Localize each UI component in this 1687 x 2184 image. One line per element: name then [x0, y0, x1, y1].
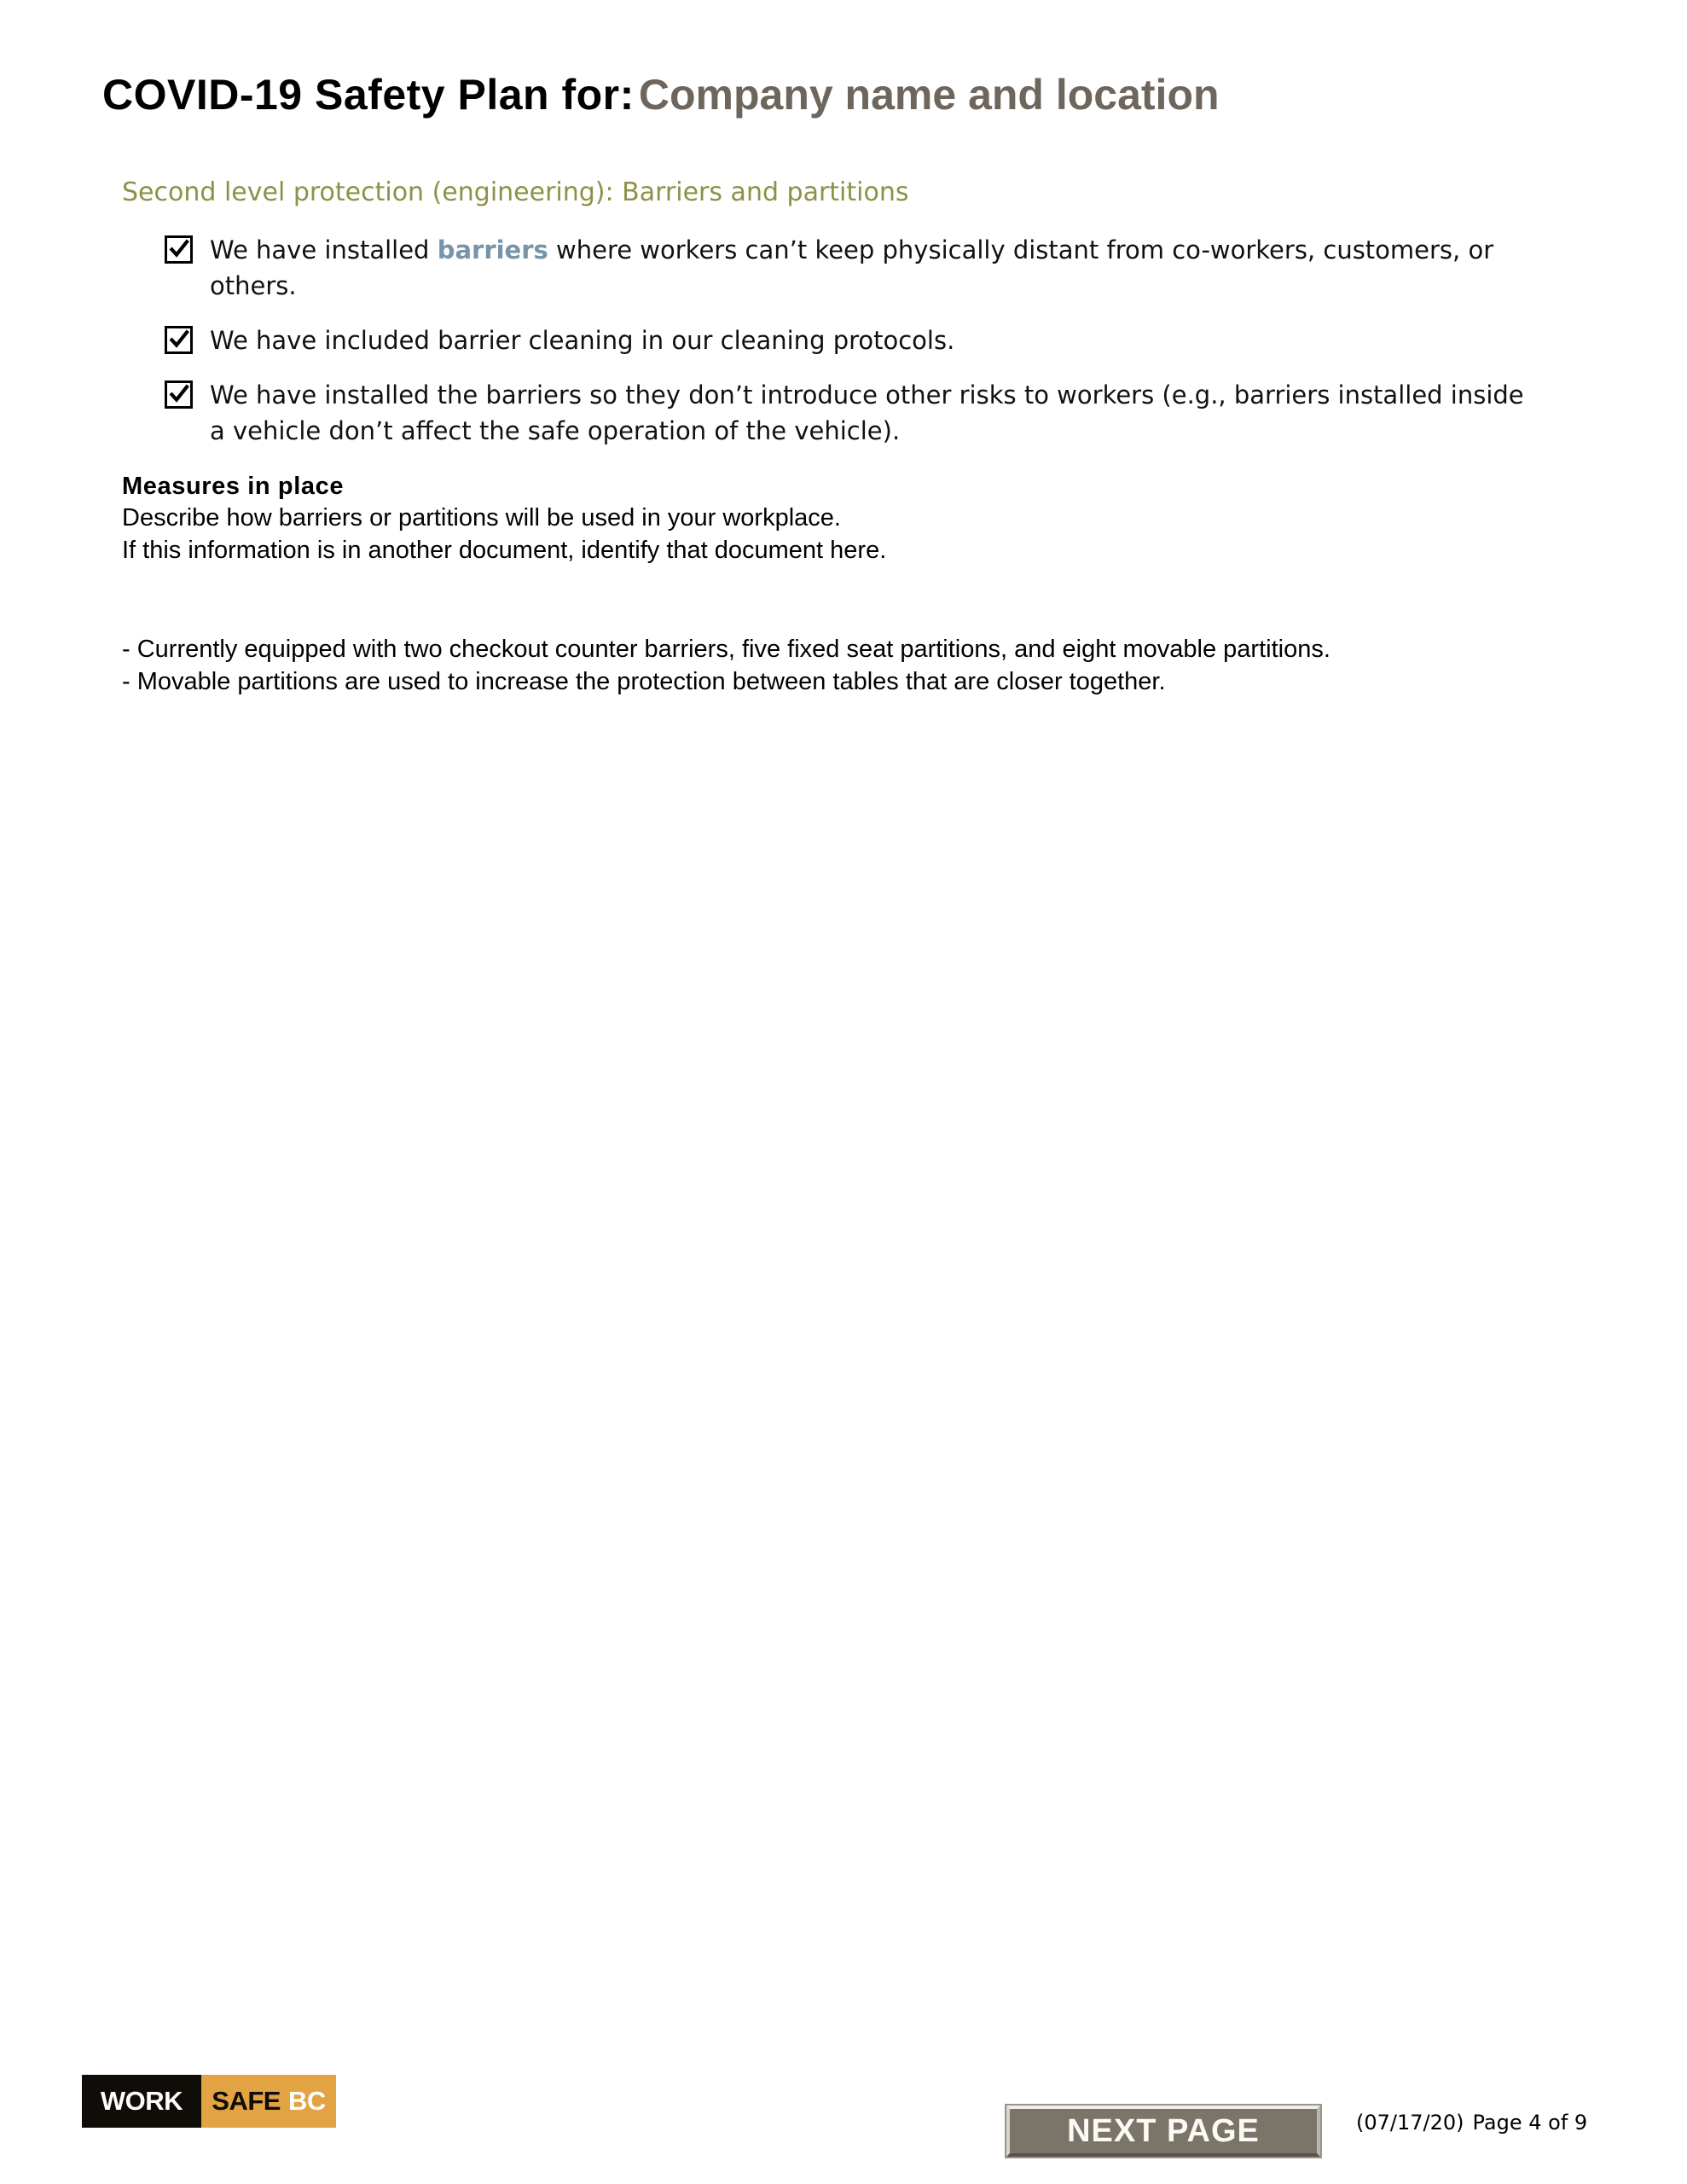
checklist-item-text-before: We have included barrier cleaning in our cleaning protocols. [210, 326, 955, 355]
measures-in-place-section [122, 471, 1572, 566]
logo-word-work: WORK [82, 2075, 201, 2128]
checklist-item[interactable] [165, 322, 1546, 358]
measures-answer-field[interactable] [122, 633, 1589, 698]
revision-date: (07/17/20) [1356, 2111, 1464, 2135]
page-number: Page 4 of 9 [1472, 2111, 1588, 2135]
checklist-item[interactable] [165, 377, 1546, 449]
page-title-prefix: COVID-19 Safety Plan for: [102, 71, 635, 119]
barriers-link[interactable]: barriers [437, 235, 548, 264]
page-footer-meta [1356, 2111, 1587, 2135]
measures-answer-line-1: - Currently equipped with two checkout counter barriers, five fixed seat partitions, and eight movable partitions. [122, 636, 1330, 663]
measures-heading: Measures in place [122, 473, 345, 500]
measures-instruction-line-1: Describe how barriers or partitions will be used in your workplace. [122, 504, 841, 531]
checklist-item-text-before: We have installed the barriers so they don’t introduce other risks to workers (e.g., barriers installed inside a vehicle don’t affect the safe operation of the vehicle). [210, 380, 1524, 445]
measures-instruction-line-2: If this information is in another document, identify that document here. [122, 537, 887, 564]
page-title-company-placeholder: Company name and location [638, 71, 1220, 119]
checked-checkbox-icon[interactable] [165, 326, 193, 354]
page-title [102, 70, 1220, 119]
measures-answer-line-2: - Movable partitions are used to increase the protection between tables that are closer together. [122, 668, 1166, 695]
checklist-item[interactable] [165, 232, 1546, 304]
checklist-item-text-before: We have installed [210, 235, 438, 264]
worksafebc-logo [82, 2075, 336, 2128]
checked-checkbox-icon[interactable] [165, 235, 193, 264]
checklist [165, 232, 1546, 468]
next-page-button-label: NEXT PAGE [1067, 2112, 1260, 2149]
checked-checkbox-icon[interactable] [165, 380, 193, 409]
logo-word-safe: SAFE [212, 2086, 281, 2116]
section-heading: Second level protection (engineering): Barriers and partitions [122, 177, 909, 207]
logo-word-bc: BC [287, 2086, 326, 2116]
logo-right-panel [201, 2075, 336, 2128]
checklist-item-text-after: where workers can’t keep physically distant from co-workers, customers, or others. [210, 235, 1494, 300]
next-page-button[interactable] [1006, 2106, 1320, 2157]
